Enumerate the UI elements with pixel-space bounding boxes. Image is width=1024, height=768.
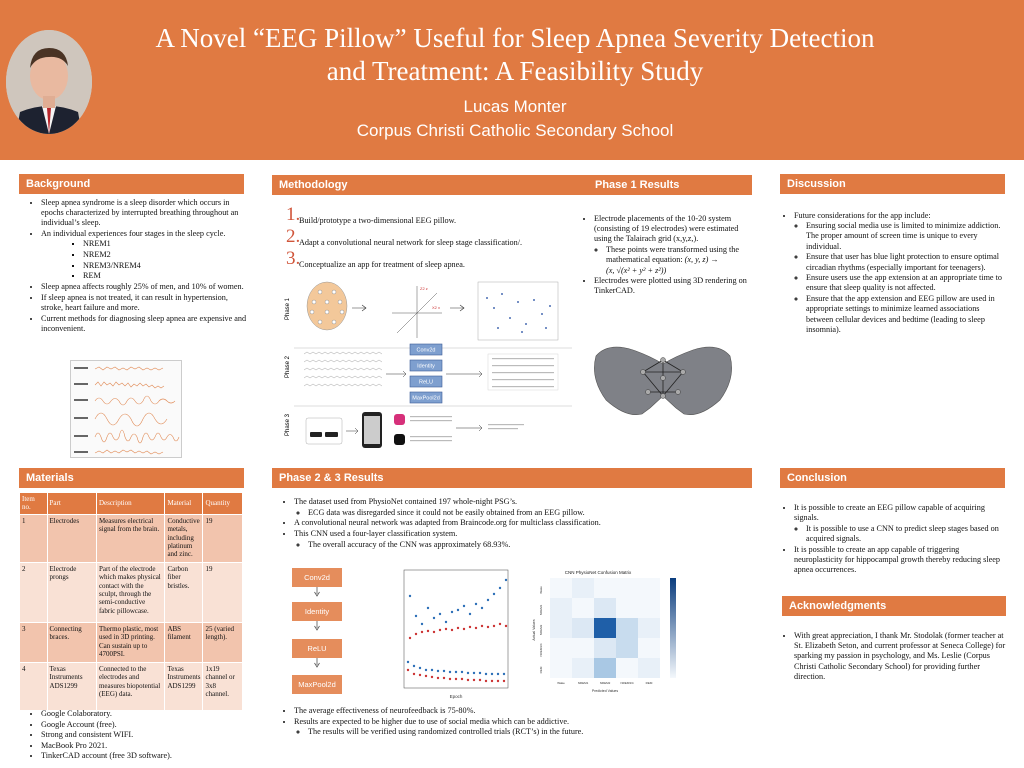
- discussion-intro-text: Future considerations for the app include:: [794, 211, 931, 220]
- matrix-ylabel: Actual Values: [532, 619, 536, 641]
- poster-header: [0, 0, 1024, 160]
- tiktok-icon: [394, 434, 405, 445]
- cnn-layer-label: MaxPool2d: [412, 395, 440, 402]
- discussion-intro: [794, 211, 1008, 335]
- confusion-matrix-figure: [528, 566, 698, 702]
- conclusion-bullet: • It is possible to create an app capable of triggering neuroplasticity for hippocampal growth thereby reducing sleep apnea occurrences.: [794, 545, 1008, 576]
- phase23-sublist: [294, 508, 752, 518]
- matrix-xlabel: Predicted Values: [591, 689, 619, 693]
- svg-text:REM: REM: [645, 681, 653, 685]
- equation-intro: These points were transformed using the mathematical equation:: [606, 245, 740, 265]
- methodology-heading: [272, 175, 752, 195]
- discussion-item: ◦ Ensure users use the app extension at an appropriate time to ensure that sleep quality is not affected.: [806, 273, 1008, 293]
- phase-label-1: Phase 1: [285, 297, 291, 320]
- phase-label-2: Phase 2: [285, 355, 291, 378]
- column-header: Description: [96, 493, 165, 515]
- table-cell: Part of the electrode which makes physical contact with the sculpt, through the semi-conductive fabric pillowcase.: [96, 562, 165, 622]
- phase23-text-bottom: [272, 706, 752, 738]
- stage-item: ▪ NREM3/NREM4: [83, 261, 247, 271]
- table-cell: Connected to the electrodes and measures biopotential (EEG) data.: [96, 662, 165, 710]
- background-bullet-text: An individual experiences four stages in the sleep cycle.: [41, 229, 226, 239]
- background-bullet: [41, 229, 247, 282]
- phase23-sublist: [294, 727, 752, 737]
- step-text: Conceptualize an app for treatment of sleep apnea.: [299, 260, 465, 269]
- table-cell: ABS filament: [165, 622, 203, 662]
- cnn-layer-stack: [410, 344, 442, 403]
- phase1-title: Phase 1 Results: [595, 179, 680, 191]
- cnn-flow-box: ReLU: [292, 639, 342, 658]
- conclusion-subbullet: ◦ It is possible to use a CNN to predict sleep stages based on acquired signals.: [806, 524, 1008, 544]
- table-cell: Texas Instruments ADS1299: [165, 662, 203, 710]
- table-cell: Connecting braces.: [47, 622, 96, 662]
- discussion-item: ◦ Ensure that the app extension and EEG pillow are used in appropriate settings to minimize learned associations between cellular devices and bedtime (leading to sleep insomnia).: [806, 294, 1008, 335]
- conclusion-heading: Conclusion: [780, 468, 1005, 488]
- electrode-head-map: [307, 282, 347, 330]
- svg-text:NREM3/4: NREM3/4: [539, 643, 543, 657]
- acknowledgments-bullet: • With great appreciation, I thank Mr. Stodolak (former teacher at St. Elizabeth Seton, and current professor at Seneca College) for sparking my passion in psychology, and Ms. Leslie (Corpus Christi Catholic Secondary School) for providing further direction.: [794, 631, 1008, 682]
- phase23-subbullet: ◦ ECG data was disregarded since it could not be easily obtained from an EEG pillow.: [308, 508, 752, 518]
- table-cell: 1: [20, 514, 48, 562]
- title-line-2: and Treatment: A Feasibility Study: [326, 56, 704, 86]
- methodology-steps: [286, 203, 571, 269]
- discussion-item: ◦ Ensure that user has blue light protection to ensure optimal circadian rhythms (especially important for teenagers).: [806, 252, 1008, 272]
- discussion-heading: Discussion: [780, 174, 1005, 194]
- methodology-diagram: [282, 278, 572, 454]
- table-cell: Electrodes: [47, 514, 96, 562]
- table-cell: 4: [20, 662, 48, 710]
- table-row: [20, 662, 243, 710]
- phase1-bullet: • Electrode placements of the 10-20 system (consisting of 19 electrodes) were estimated using the Talairach grid (x,y,z,).: [594, 214, 758, 245]
- training-curve-figure: [390, 566, 520, 702]
- table-cell: Carbon fiber bristles.: [165, 562, 203, 622]
- materials-extra-item: • Google Account (free).: [41, 720, 247, 730]
- step-number: 3.: [286, 248, 301, 269]
- conclusion-text: [780, 503, 1008, 576]
- step-text: Build/prototype a two-dimensional EEG pillow.: [299, 216, 457, 225]
- column-header: Item no.: [20, 493, 48, 515]
- stage-item: ▪ NREM1: [83, 239, 247, 249]
- tinkercad-render: [588, 334, 738, 434]
- cnn-flow-box: MaxPool2d: [292, 675, 342, 694]
- table-cell: 3: [20, 622, 48, 662]
- phase23-sublist: [294, 540, 752, 550]
- table-cell: Texas Instruments ADS1299: [47, 662, 96, 710]
- svg-text:NREM3/4: NREM3/4: [620, 681, 634, 685]
- svg-text:NREM1: NREM1: [577, 681, 589, 685]
- title-line-1: A Novel “EEG Pillow” Useful for Sleep Apnea Severity Detection: [155, 23, 875, 53]
- svg-text:Z2 z: Z2 z: [420, 286, 428, 291]
- eeg-stages-figure: [70, 360, 182, 458]
- svg-text:Wake: Wake: [557, 681, 565, 685]
- table-cell: 2: [20, 562, 48, 622]
- table-cell: Measures electrical signal from the brain.: [96, 514, 165, 562]
- matrix-col-labels: [557, 681, 653, 685]
- coordinate-axes: [392, 286, 442, 338]
- discussion-text: [780, 211, 1008, 335]
- epoch-label: Epoch: [449, 694, 463, 699]
- matrix-row-labels: [539, 586, 543, 673]
- school-name: Corpus Christi Catholic Secondary School: [356, 121, 674, 140]
- background-heading: Background: [19, 174, 244, 194]
- phase23-bullet: • The dataset used from PhysioNet contained 197 whole-night PSG’s.: [294, 497, 752, 507]
- cnn-layer-label: Identity: [417, 363, 435, 370]
- materials-extra-item: • MacBook Pro 2021.: [41, 741, 247, 751]
- table-cell: 1x19 channel or 3x8 channel.: [203, 662, 243, 710]
- phase1-text: [578, 214, 758, 297]
- phase1-sublist: [594, 245, 758, 276]
- confusion-matrix-title: CNN PhysioNet Confusion Matrix: [564, 570, 632, 575]
- arrow-down-icon: [314, 658, 320, 668]
- cnn-flow-box: Conv2d: [292, 568, 342, 587]
- equation-line-1: (x, y, z) →: [684, 255, 719, 265]
- stage-item: ▪ NREM2: [83, 250, 247, 260]
- stage-item: ▪ REM: [83, 271, 247, 281]
- materials-extra-item: • TinkerCAD account (free 3D software).: [41, 751, 247, 761]
- cnn-layer-label: ReLU: [418, 379, 434, 386]
- background-bullet: • If sleep apnea is not treated, it can result in hypertension, stroke, heart failure and more.: [41, 293, 247, 313]
- instagram-icon: [394, 414, 405, 425]
- acknowledgments-heading: Acknowledgments: [782, 596, 1006, 616]
- cnn-flow-box: Identity: [292, 602, 342, 621]
- phase1-bullet: • Electrodes were plotted using 3D rendering on TinkerCAD.: [594, 276, 758, 296]
- cnn-flow: [292, 563, 380, 703]
- svg-text:Wake: Wake: [539, 586, 543, 594]
- table-row: [20, 514, 243, 562]
- svg-text:X2 x: X2 x: [432, 305, 441, 310]
- discussion-item: ◦ Ensuring social media use is limited to minimize addiction. The proper amount of screen time is unique to every individual.: [806, 221, 1008, 252]
- phase23-bullet: • This CNN used a four-layer classification system.: [294, 529, 752, 539]
- column-header: Part: [47, 493, 96, 515]
- app-download-card: [306, 418, 342, 444]
- svg-text:NREM1: NREM1: [539, 604, 543, 616]
- table-row: [20, 562, 243, 622]
- svg-text:NREM2: NREM2: [539, 624, 543, 636]
- phase-label-3: Phase 3: [285, 413, 291, 436]
- acknowledgments-text: [780, 631, 1008, 683]
- table-cell: 19: [203, 514, 243, 562]
- method-step: [286, 225, 571, 247]
- phase23-text: [272, 497, 752, 551]
- column-header: Quantity: [203, 493, 243, 515]
- step-text: Adapt a convolutional neural network for sleep stage classification/.: [299, 238, 523, 247]
- arrow-down-icon: [314, 587, 320, 597]
- table-cell: Electrode prongs: [47, 562, 96, 622]
- materials-table: [19, 492, 243, 711]
- method-step: [286, 247, 571, 269]
- phase1-subbullet: [606, 245, 758, 276]
- background-bullet: • Current methods for diagnosing sleep apnea are expensive and inconvenient.: [41, 314, 247, 334]
- materials-extras: [19, 709, 247, 762]
- background-text: [19, 198, 247, 335]
- arrow-down-icon: [314, 621, 320, 631]
- materials-extra-item: • Google Colaboratory.: [41, 709, 247, 719]
- svg-text:NREM2: NREM2: [599, 681, 611, 685]
- poster-title: [90, 22, 940, 88]
- svg-text:REM: REM: [539, 666, 543, 674]
- phase23-heading: Phase 2 & 3 Results: [272, 468, 752, 488]
- table-cell: Conductive metals, including platinum and zinc.: [165, 514, 203, 562]
- confusion-matrix-cells: [550, 578, 660, 678]
- author-photo: [6, 30, 92, 134]
- methodology-title: Methodology: [279, 179, 348, 191]
- step-number: 1.: [286, 204, 301, 225]
- conclusion-sublist: [794, 524, 1008, 544]
- table-cell: 25 (varied length).: [203, 622, 243, 662]
- phase23-subbullet: ◦ The overall accuracy of the CNN was approximately 68.93%.: [308, 540, 752, 550]
- materials-heading: Materials: [19, 468, 244, 488]
- electrode-scatter-plot: [478, 282, 558, 340]
- phase23-bullet: • A convolutional neural network was adapted from Braincode.org for multiclass classification.: [294, 518, 752, 528]
- method-step: [286, 203, 571, 225]
- step-number: 2.: [286, 226, 301, 247]
- background-bullet: • Sleep apnea affects roughly 25% of men, and 10% of women.: [41, 282, 247, 292]
- matrix-colorbar: [670, 578, 676, 678]
- eeg-signal-traces: [304, 352, 382, 386]
- table-cell: Thermo plastic, most used in 3D printing. Can sustain up to 4700PSI.: [96, 622, 165, 662]
- phase23-subbullet: ◦ The results will be verified using randomized controlled trials (RCT’s) in the future.: [308, 727, 752, 737]
- phase23-bullet: • The average effectiveness of neurofeedback is 75-80%.: [294, 706, 752, 716]
- table-row: [20, 622, 243, 662]
- author-name: Lucas Monter: [463, 97, 567, 116]
- cnn-layer-label: Conv2d: [416, 347, 436, 354]
- materials-extra-item: • Strong and consistent WIFI.: [41, 730, 247, 740]
- table-cell: 19: [203, 562, 243, 622]
- conclusion-bullet: • It is possible to create an EEG pillow capable of acquiring signals.: [794, 503, 1008, 523]
- phase23-bullet: • Results are expected to be higher due to use of social media which can be addictive.: [294, 717, 752, 727]
- equation-line-2: (x, √(x² + y² + z²)): [606, 265, 667, 275]
- column-header: Material: [165, 493, 203, 515]
- background-bullet: • Sleep apnea syndrome is a sleep disorder which occurs in epochs characterized by interrupted breathing throughout an individual’s sleep.: [41, 198, 247, 229]
